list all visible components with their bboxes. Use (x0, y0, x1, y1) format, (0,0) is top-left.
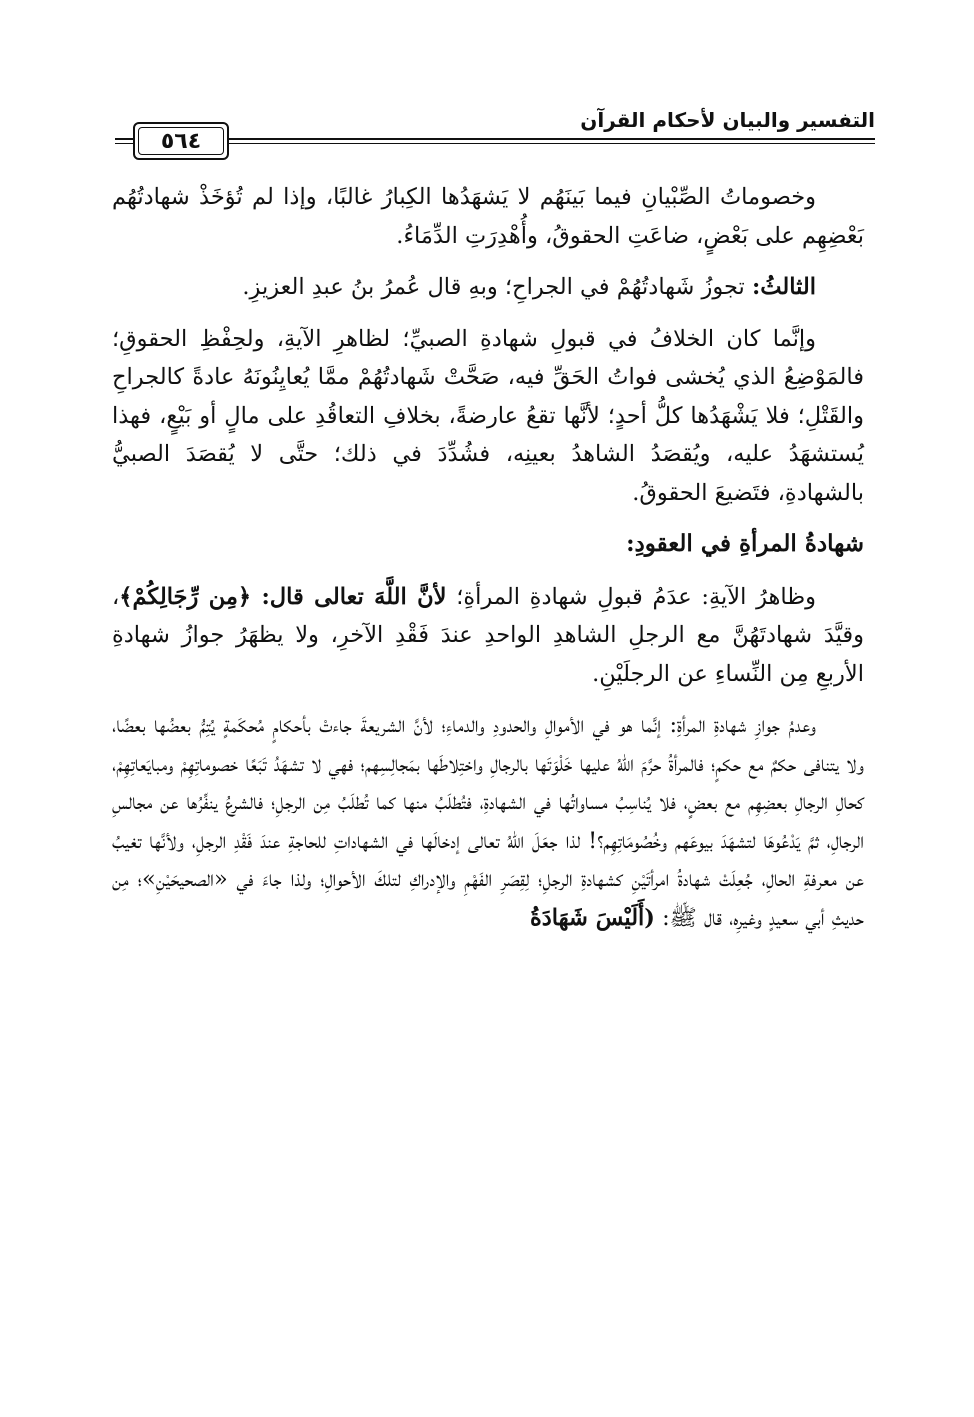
paragraph-5 (112, 706, 864, 937)
paragraph-2-lead: الثالثُ: (751, 274, 816, 300)
paragraph-5-hadith: (أَلَيْسَ شَهَادَةُ (530, 904, 655, 931)
paragraph-4-b: ، وقيَّدَ شهادتَهُنَّ مع الرجلِ الشاهدِ الواحدِ عندَ فَقْدِ الآخرِ، ولا يظهَرُ جوازُ شهادةِ الأربعِ مِن النِّساءِ عن الرجلَيْنِ. (112, 583, 864, 687)
section-heading: شهادةُ المرأةِ في العقودِ: (626, 530, 864, 557)
paragraph-2 (112, 268, 864, 307)
header-rule-thin (115, 143, 875, 144)
paragraph-2-text: تجوزُ شَهادتُهُمْ في الجراحِ؛ وبهِ قال عُمرُ بنُ عبدِ العزيزِ. (242, 274, 752, 300)
paragraph-1: وخصوماتُ الصِّبْيانِ فيما بَينَهُم لا يَشهَدُها الكِبارُ غالبًا، وإذا لم تُؤخَذْ شهادتُهُم بَعْضِهِم على بَعْضٍ، ضاعَتِ الحقوقُ، وأُهْدِرَتِ الدِّمَاءُ. (112, 184, 864, 249)
running-title: التفسير والبيان لأحكام القرآن (580, 108, 875, 132)
paragraph-5-a: وعدمُ جوازِ شهادةِ المرأةِ: إنَّما هو في الأموالِ والحدودِ والدماءِ؛ لأنَّ الشريعةَ جاءتْ بأحكامٍ مُحكَمةٍ يُتِمُّ بعضُها بعضًا، ولا يتنافى حكمٌ مع حكمٍ؛ فالمرأةُ حرَّمَ اللهُ عليها خَلْوَتَها بالرجالِ واختِلاطَها بمَجالِسِهم؛ فهي لا تشهَدُ تَبَعًا خصوماتِهِمْ ومبايَعاتِهِمْ، كحالِ الرجالِ بعضِهِم مع بعضٍ، فلا يُناسِبُ مساواتُها في الشهادةِ، فتُطلَبُ منها كما تُطلَبُ مِن الرجلِ؛ فالشرعُ ينفِّرُها عن مجالسِ الرجالِ، ثمَّ يَدْعُوهَا لتشهَدَ بيوعَهم وخُصُومَاتِهِم؟! لذا جعَلَ اللهُ تعالى إدخالَها في الشهاداتِ للحاجةِ عندَ فَقْدِ الرجلِ، ولأنَّها تغيبُ عن معرفةِ الحالِ، جُعِلَتْ شهادةُ امرأتَيْنِ كشهادةِ الرجلِ؛ لِقِصَرِ الفَهْمِ والإدراكِ لتلكَ الأحوالِ؛ ولذا جاءَ في «الصحيحَيْنِ»؛ مِن حديثِ أبي سعيدٍ وغيرِه، قال ﷺ: (112, 712, 864, 931)
paragraph-4-quran: لأنَّ اللَّهَ تعالى قال: ﴿مِن رِّجَالِكُمْ﴾ (119, 583, 447, 610)
page-header (115, 108, 875, 160)
page-number-text: ٥٦٤ (160, 128, 202, 154)
header-rule (115, 138, 875, 140)
page-body (112, 178, 864, 950)
paragraph-3: وإنَّما كان الخلافُ في قبولِ شهادةِ الصبيِّ؛ لظاهرِ الآيةِ، ولحِفْظِ الحقوقِ؛ فالمَوْضِعُ الذي يُخشى فواتُ الحَقِّ فيه، صَحَّتْ شَهادتُهُمْ ممَّا يُعايِنُونَهُ عادةً كالجراحِ والقَتْلِ؛ فلا يَشْهَدُها كلُّ أحدٍ؛ لأنَّها تقعُ عارضةً، بخلافِ التعاقُدِ على مالٍ أو بَيْعٍ، فهذا يُستشهَدُ عليه، ويُقصَدُ الشاهدُ بعينِه، فشُدِّدَ في ذلك؛ حتَّى لا يُقصَدَ الصبيُّ بالشهادةِ، فتَضيعَ الحقوقُ. (112, 325, 864, 506)
page-number (133, 122, 229, 160)
paragraph-4 (112, 578, 864, 694)
paragraph-4-a: وظاهرُ الآيةِ: عدَمُ قبولِ شهادةِ المرأةِ؛ (446, 583, 816, 610)
